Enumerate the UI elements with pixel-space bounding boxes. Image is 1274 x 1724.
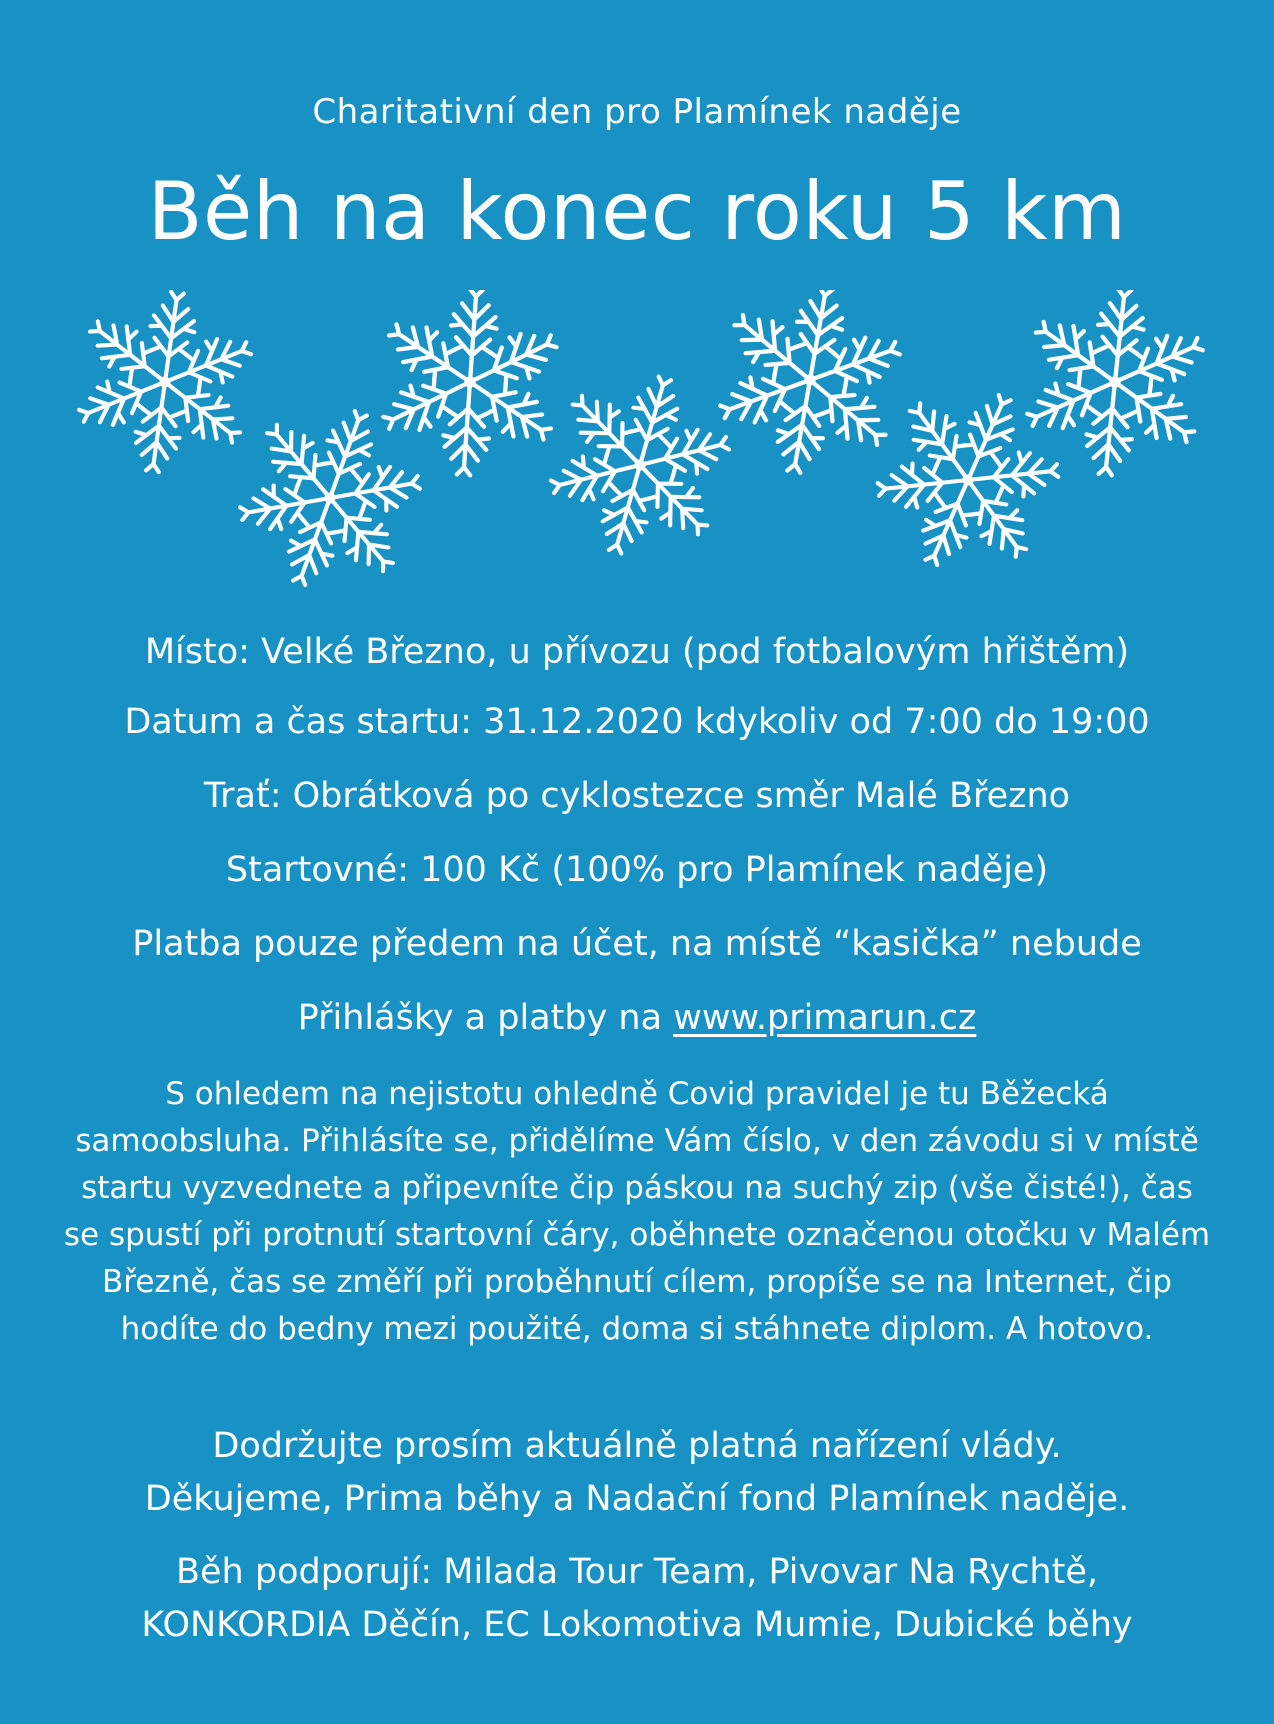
snowflake-icon (703, 290, 917, 488)
event-title: Běh na konec roku 5 km (147, 165, 1127, 258)
self-service-paragraph: S ohledem na nejistotu ohledně Covid pravidel je tu Běžecká samoobsluha. Přihlásíte se, přidělíme Vám číslo, v den závodu si v místě startu vyzvednete a připevníte čip páskou na suchý zip (vše čisté!), čas se spustí při protnutí startovní čáry, oběhnete označenou otočku v Malém Březně, čas se změří při proběhnutí cílem, propíše se na Internet, čip hodíte do bedny mezi použité, doma si stáhnete diplom. A hotovo. (63, 1076, 1211, 1347)
registration-prefix: Přihlášky a platby na (297, 998, 674, 1038)
snowflake-icon (372, 290, 569, 481)
snowflake-icon (529, 354, 750, 576)
info-payment: Platba pouze předem na účet, na místě “kasička” nebude (132, 924, 1142, 964)
info-registration (0, 998, 1274, 1038)
snowflake-icon (850, 361, 1086, 598)
info-track: Trať: Obrátková po cyklostezce směr Malé Březno (203, 776, 1071, 816)
info-date: Datum a čas startu: 31.12.2020 kdykoliv od 7:00 do 19:00 (124, 702, 1150, 742)
snowflake-icon (64, 290, 266, 484)
event-subtitle: Charitativní den pro Plamínek naděje (312, 92, 962, 132)
footer-thanks: Děkujeme, Prima běhy a Nadační fond Plamínek naděje. (144, 1479, 1130, 1519)
registration-link[interactable]: www.primarun.cz (673, 998, 977, 1038)
footer-notice: Dodržujte prosím aktuálně platná nařízení vlády. (212, 1426, 1062, 1466)
snowflake-decoration (0, 290, 1274, 610)
footer-sponsors-line2: KONKORDIA Děčín, EC Lokomotiva Mumie, Dubické běhy (141, 1605, 1133, 1645)
snowflake-icon (1014, 290, 1217, 484)
footer-sponsors-line1: Běh podporují: Milada Tour Team, Pivovar Na Rychtě, (176, 1552, 1098, 1592)
info-place: Místo: Velké Březno, u přívozu (pod fotbalovým hřištěm) (144, 632, 1130, 672)
info-fee: Startovné: 100 Kč (100% pro Plamínek naděje) (225, 850, 1049, 890)
